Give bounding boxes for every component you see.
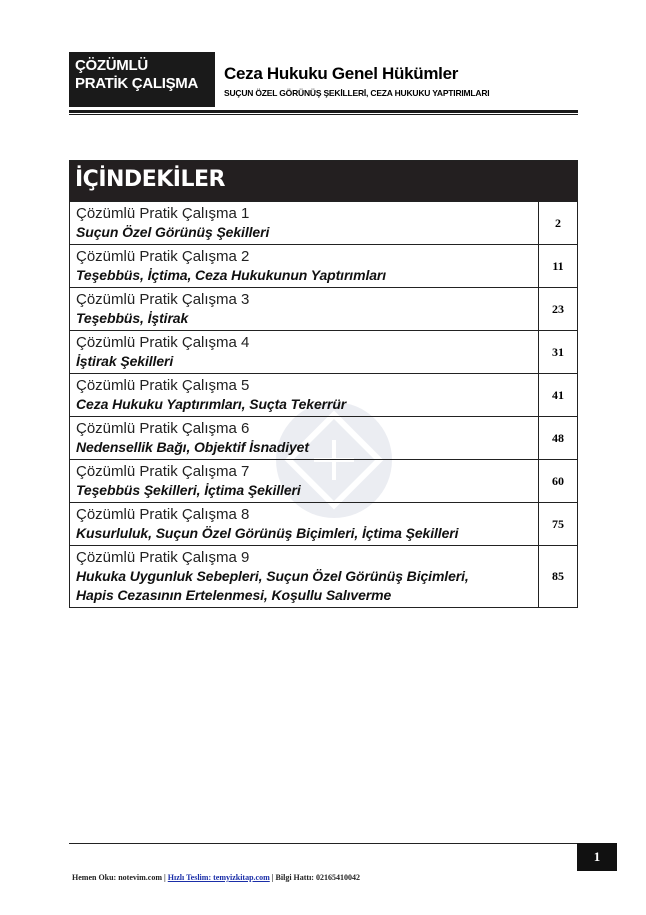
book-subtitle: SUÇUN ÖZEL GÖRÜNÜŞ ŞEKİLLERİ, CEZA HUKUKU YAPTIRIMLARI	[224, 88, 490, 98]
toc-entry-text	[70, 331, 538, 373]
toc-entry-text	[70, 546, 538, 607]
toc-entry-text	[70, 460, 538, 502]
toc-entry-label: Çözümlü Pratik Çalışma 1	[76, 205, 250, 222]
toc-entry-text	[70, 374, 538, 416]
toc-entry-text	[70, 245, 538, 287]
toc-entry[interactable]	[70, 244, 577, 287]
toc-entry-page: 85	[538, 546, 577, 607]
toc-entry-text	[70, 503, 538, 545]
toc-entry-label: Çözümlü Pratik Çalışma 5	[76, 377, 250, 394]
toc-entry-label: Çözümlü Pratik Çalışma 6	[76, 420, 250, 437]
toc-entry[interactable]	[70, 502, 577, 545]
toc-entry-topic: Suçun Özel Görünüş Şekilleri	[76, 224, 270, 240]
footer-phone: Bilgi Hattı: 02165410042	[275, 873, 360, 882]
header-rule-thin	[69, 114, 578, 115]
header-badge-line2: PRATİK ÇALIŞMA	[75, 75, 199, 92]
toc-entry-text	[70, 417, 538, 459]
toc-entry-page: 75	[538, 503, 577, 545]
toc-entry-page: 60	[538, 460, 577, 502]
toc-entry-text	[70, 288, 538, 330]
toc-entry-label: Çözümlü Pratik Çalışma 9	[76, 549, 250, 566]
toc-entry-page: 2	[538, 202, 577, 244]
toc-entry-topic: Teşebbüs Şekilleri, İçtima Şekilleri	[76, 482, 301, 498]
book-title: Ceza Hukuku Genel Hükümler	[224, 64, 459, 83]
toc-entry-topic: Hukuka Uygunluk Sebepleri, Suçun Özel Görünüş Biçimleri,	[76, 568, 469, 584]
footer-text	[72, 873, 360, 882]
toc-entry[interactable]	[70, 201, 577, 244]
toc-entry-page: 23	[538, 288, 577, 330]
footer-rule	[69, 843, 578, 844]
toc-entry-page: 11	[538, 245, 577, 287]
toc-entry-topic-line2: Hapis Cezasının Ertelenmesi, Koşullu Salıverme	[76, 587, 392, 603]
toc-entry-label: Çözümlü Pratik Çalışma 3	[76, 291, 250, 308]
toc-entry-topic: Teşebbüs, İçtima, Ceza Hukukunun Yaptırımları	[76, 267, 387, 283]
toc-entry[interactable]	[70, 545, 577, 607]
header-badge-line1: ÇÖZÜMLÜ	[75, 57, 148, 74]
toc-entry-label: Çözümlü Pratik Çalışma 7	[76, 463, 250, 480]
toc-heading: İÇİNDEKİLER	[70, 161, 577, 201]
toc-entry[interactable]	[70, 459, 577, 502]
toc-entry[interactable]	[70, 330, 577, 373]
table-of-contents	[69, 160, 578, 608]
toc-entry-topic: Teşebbüs, İştirak	[76, 310, 189, 326]
footer-temyizkitap-link[interactable]: Hızlı Teslim: temyizkitap.com	[167, 873, 270, 882]
toc-entry-page: 48	[538, 417, 577, 459]
toc-entry-topic: Kusurluluk, Suçun Özel Görünüş Biçimleri, İçtima Şekilleri	[76, 525, 459, 541]
header-rule-thick	[69, 110, 578, 113]
toc-entry-topic: Nedensellik Bağı, Objektif İsnadiyet	[76, 439, 309, 455]
footer-notevim: Hemen Oku: notevim.com	[72, 873, 162, 882]
footer-separator: |	[162, 873, 168, 882]
toc-entry-topic: İştirak Şekilleri	[76, 353, 174, 369]
page-number: 1	[577, 843, 617, 871]
toc-entry[interactable]	[70, 287, 577, 330]
toc-entry-label: Çözümlü Pratik Çalışma 4	[76, 334, 250, 351]
toc-entry-text	[70, 202, 538, 244]
toc-entry-label: Çözümlü Pratik Çalışma 2	[76, 248, 250, 265]
toc-entry-topic: Ceza Hukuku Yaptırımları, Suçta Tekerrür	[76, 396, 347, 412]
toc-entry-page: 31	[538, 331, 577, 373]
toc-entry-page: 41	[538, 374, 577, 416]
toc-entry[interactable]	[70, 416, 577, 459]
footer-separator: |	[269, 873, 276, 882]
toc-entry[interactable]	[70, 373, 577, 416]
header-badge	[69, 52, 215, 107]
toc-entry-label: Çözümlü Pratik Çalışma 8	[76, 506, 250, 523]
